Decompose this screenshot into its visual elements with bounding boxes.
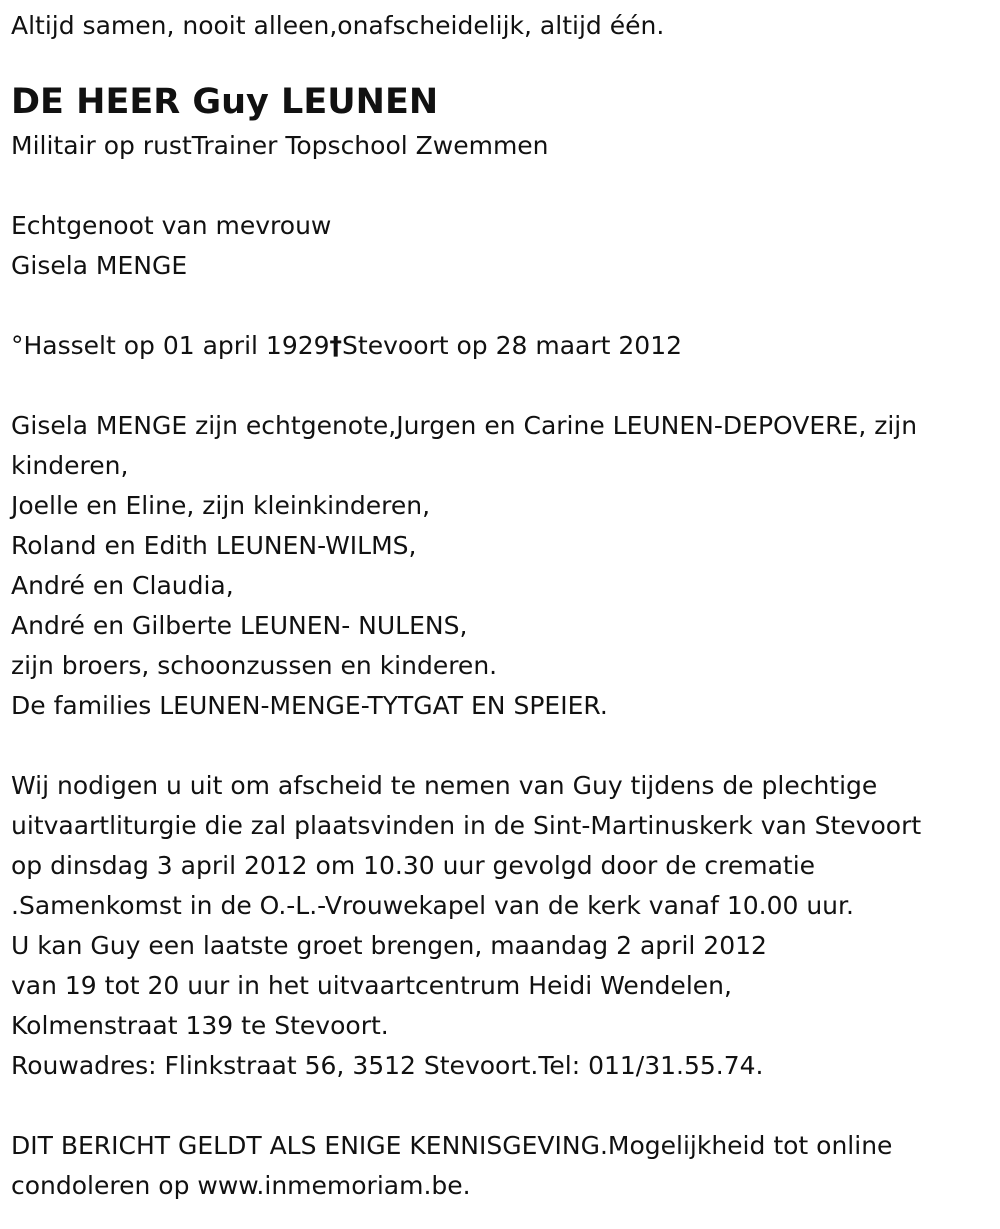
- family-line: Roland en Edith LEUNEN-WILMS,: [11, 531, 417, 560]
- spacer: [11, 166, 990, 206]
- notice-line: DIT BERICHT GELDT ALS ENIGE KENNISGEVING.Mogelijkheid tot online: [11, 1131, 893, 1160]
- spacer: [11, 286, 990, 326]
- ceremony-info: [11, 766, 990, 1086]
- birth-info: Hasselt op 01 april 1929: [23, 331, 330, 360]
- cross-icon: †: [329, 331, 343, 360]
- ceremony-line: U kan Guy een laatste groet brengen, maandag 2 april 2012: [11, 931, 767, 960]
- mourning-address: Rouwadres: Flinkstraat 56, 3512 Stevoort.Tel: 011/31.55.74.: [11, 1051, 764, 1080]
- notice-line: condoleren op www.inmemoriam.be.: [11, 1171, 471, 1200]
- spouse-intro: Echtgenoot van mevrouw: [11, 211, 332, 240]
- ceremony-line: Wij nodigen u uit om afscheid te nemen van Guy tijdens de plechtige: [11, 771, 878, 800]
- spacer: [11, 1086, 990, 1126]
- ceremony-line: uitvaartliturgie die zal plaatsvinden in de Sint-Martinuskerk van Stevoort: [11, 811, 922, 840]
- death-info: Stevoort op 28 maart 2012: [342, 331, 683, 360]
- family-line: Gisela MENGE zijn echtgenote,Jurgen en Carine LEUNEN-DEPOVERE, zijn: [11, 411, 918, 440]
- ceremony-line: op dinsdag 3 april 2012 om 10.30 uur gevolgd door de crematie: [11, 851, 816, 880]
- family-line: André en Claudia,: [11, 571, 234, 600]
- notice: [11, 1126, 990, 1206]
- family-line: André en Gilberte LEUNEN- NULENS,: [11, 611, 468, 640]
- birth-symbol: °: [11, 331, 24, 360]
- ceremony-line: Kolmenstraat 139 te Stevoort.: [11, 1011, 389, 1040]
- family-line: Joelle en Eline, zijn kleinkinderen,: [11, 491, 431, 520]
- occupation: Militair op rustTrainer Topschool Zwemmen: [11, 131, 549, 160]
- life-dates: [11, 326, 990, 366]
- ceremony-line: van 19 tot 20 uur in het uitvaartcentrum Heidi Wendelen,: [11, 971, 732, 1000]
- family-list: [11, 406, 990, 726]
- family-line: De families LEUNEN-MENGE-TYTGAT EN SPEIER.: [11, 691, 608, 720]
- spouse-name: Gisela MENGE: [11, 251, 188, 280]
- spacer: [11, 366, 990, 406]
- family-line: zijn broers, schoonzussen en kinderen.: [11, 651, 498, 680]
- ceremony-line: .Samenkomst in de O.-L.-Vrouwekapel van de kerk vanaf 10.00 uur.: [11, 891, 854, 920]
- spacer: [11, 726, 990, 766]
- motto: Altijd samen, nooit alleen,onafscheidelijk, altijd één.: [11, 11, 665, 40]
- family-line: kinderen,: [11, 451, 129, 480]
- deceased-name: DE HEER Guy LEUNEN: [11, 82, 439, 122]
